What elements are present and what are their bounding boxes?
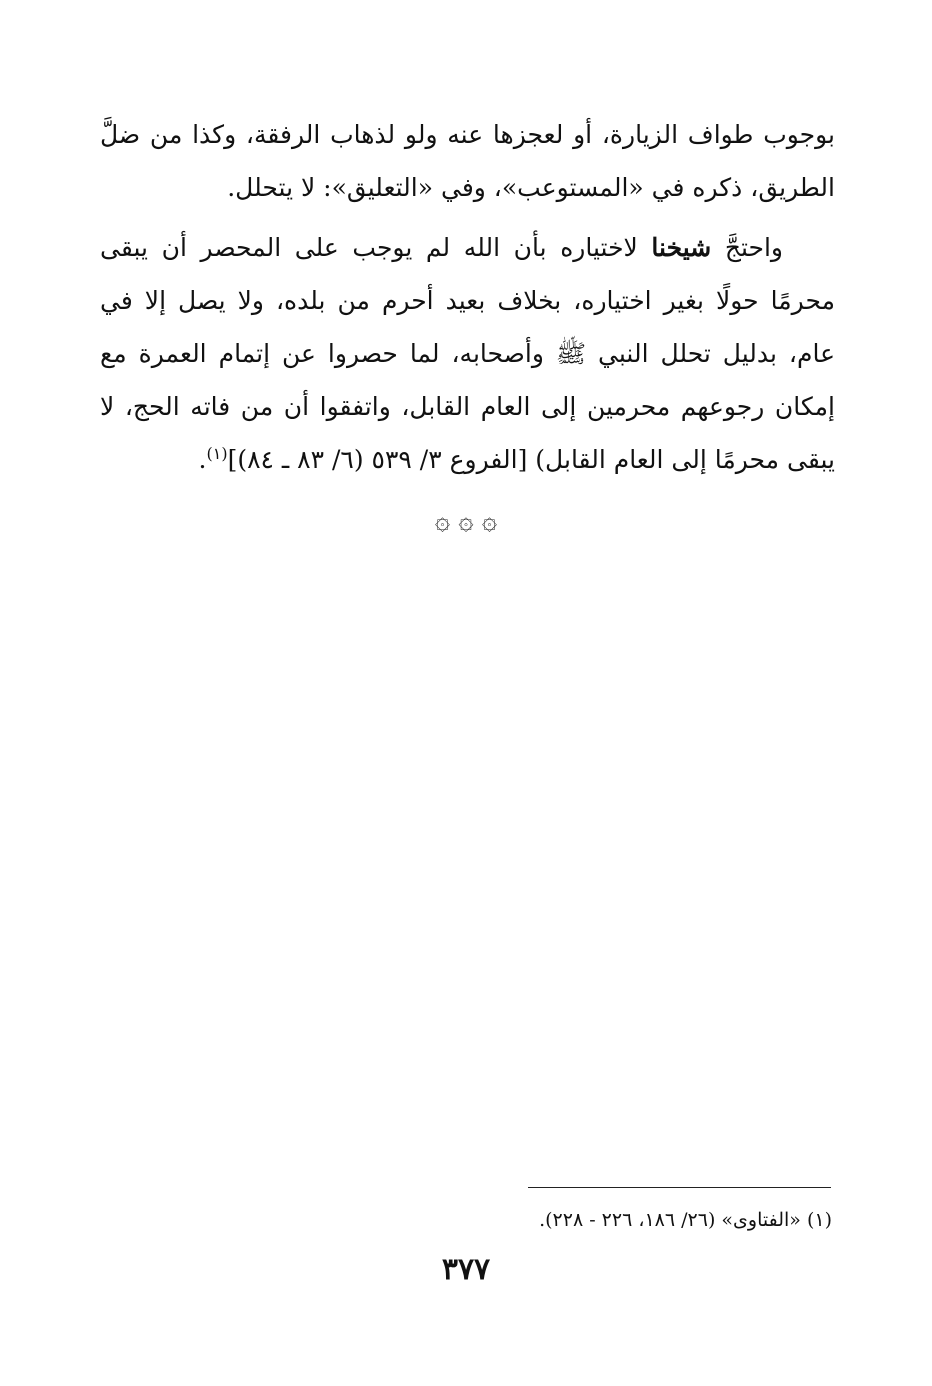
paragraph-2-lead: واحتجَّ bbox=[711, 233, 783, 262]
footnote-reference: (١) bbox=[206, 444, 228, 463]
paragraph-2-body: لاختياره بأن الله لم يوجب على المحصر أن يبقى محرمًا حولًا بغير اختياره، بخلاف بعيد أحرم من بلده، ولا يصل إلا في عام، بدليل تحلل النبي ﷺ وأصحابه، لما حصروا عن إتمام العمرة مع إمكان رجوعهم محرمين إلى العام القابل، واتفقوا أن من فاته الحج، لا يبقى محرمًا إلى العام القابل) [الفروع ٣/ ٥٣٩ (٦/ ٨٣ ـ ٨٤)] bbox=[100, 233, 835, 474]
section-separator-ornaments: ۞ ۞ ۞ bbox=[434, 506, 498, 536]
footnote-divider bbox=[528, 1187, 831, 1188]
main-text bbox=[100, 108, 835, 486]
footnote: (١) «الفتاوى» (٢٦/ ١٨٦، ٢٢٦ - ٢٢٨). bbox=[539, 1209, 832, 1231]
page-number: ٣٧٧ bbox=[441, 1252, 491, 1287]
paragraph-2 bbox=[100, 221, 835, 486]
paragraph-1: بوجوب طواف الزيارة، أو لعجزها عنه ولو لذهاب الرفقة، وكذا من ضلَّ الطريق، ذكره في «المستوعب»، وفي «التعليق»: لا يتحلل. bbox=[100, 120, 835, 202]
paragraph-2-end: . bbox=[198, 445, 207, 474]
shaykh-name: شيخنا bbox=[651, 233, 712, 262]
